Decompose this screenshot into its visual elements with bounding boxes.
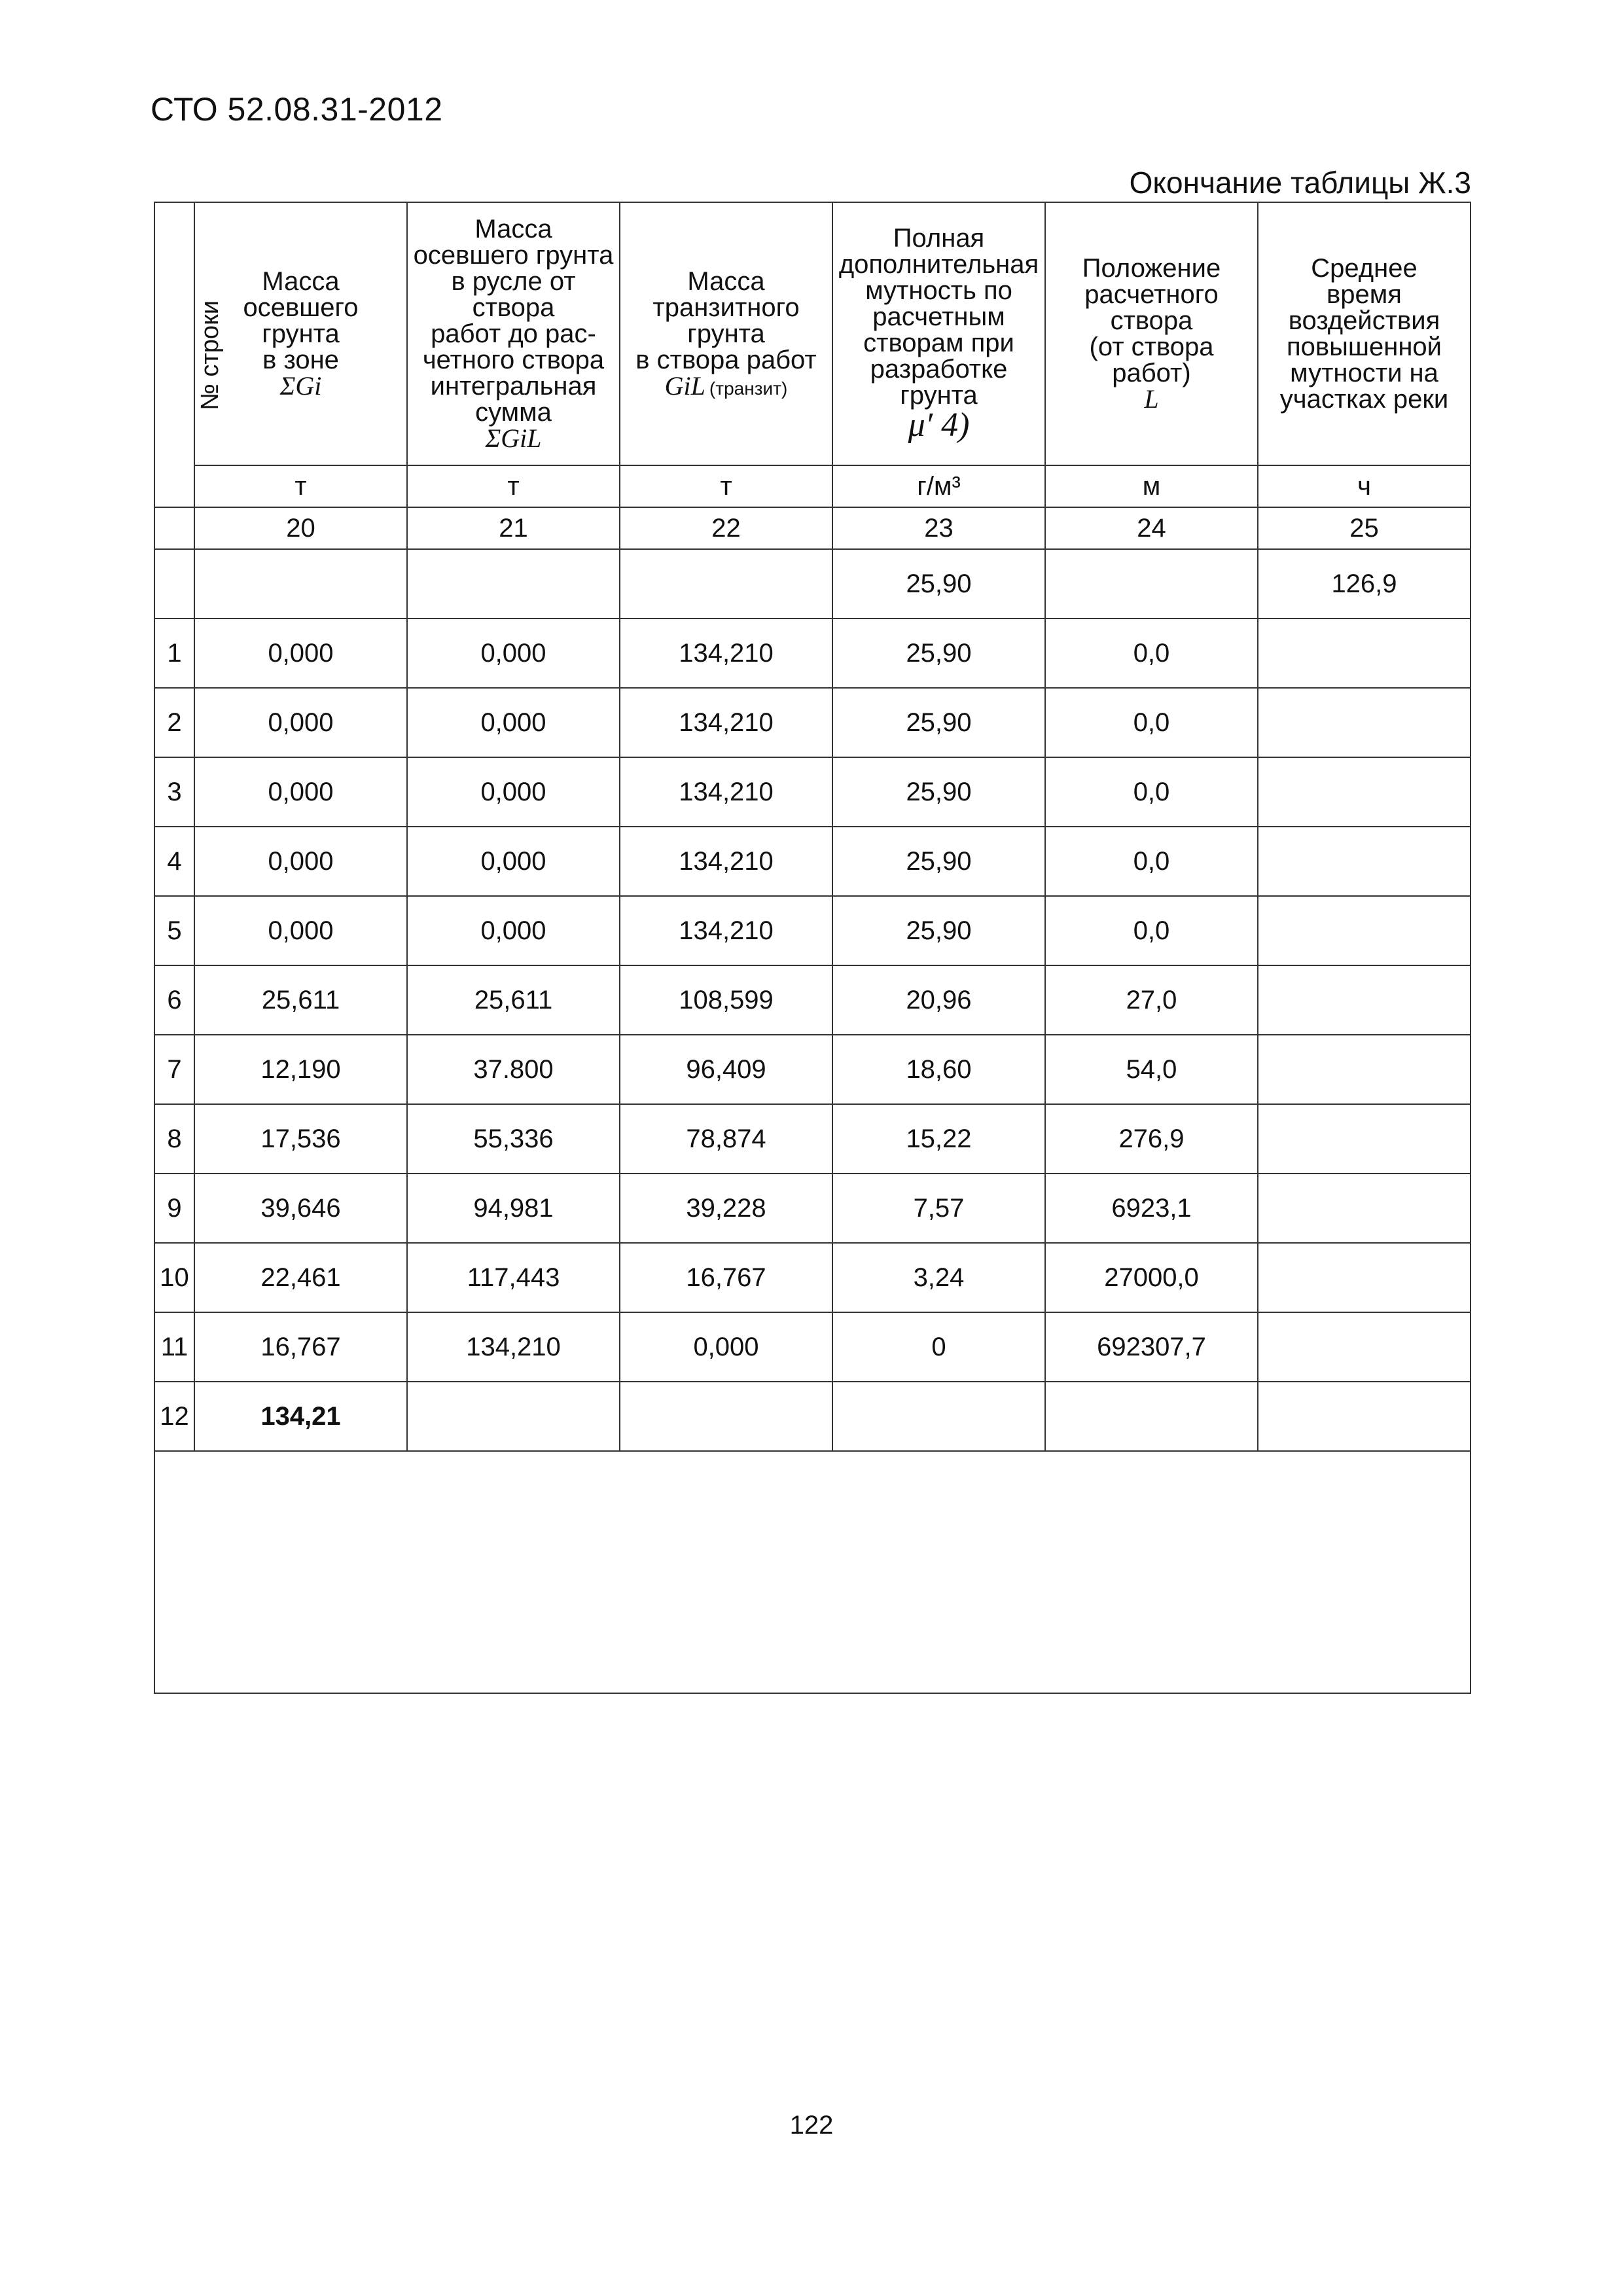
- table-cell: 0,0: [1045, 757, 1258, 827]
- table-cell: [1258, 1243, 1471, 1312]
- table-cell: 134,210: [620, 688, 832, 757]
- column-header-line: Полная: [893, 224, 985, 253]
- table-cell: 25,90: [832, 549, 1045, 619]
- column-header-line: створам при: [863, 329, 1014, 357]
- table-cell: 16,767: [194, 1312, 407, 1382]
- table-cell: 22,461: [194, 1243, 407, 1312]
- unit-cell: ч: [1258, 465, 1471, 507]
- column-header-line: воздействия: [1288, 306, 1440, 335]
- column-header-line: работ до рас-: [431, 319, 596, 348]
- column-symbol-text: μ′ 4): [908, 406, 970, 444]
- column-header-line: осевшего грунта: [413, 241, 614, 270]
- column-header-line: расчетного: [1084, 280, 1219, 309]
- row-number-cell: 10: [154, 1243, 194, 1312]
- table-cell: 27,0: [1045, 965, 1258, 1035]
- table-row: [154, 619, 1471, 688]
- column-header-line: Положение: [1082, 254, 1221, 283]
- column-header: [620, 202, 832, 465]
- table-row: [154, 1104, 1471, 1174]
- table-cell: 94,981: [407, 1174, 620, 1243]
- row-number-cell: 5: [154, 896, 194, 965]
- column-header-line: повышенной: [1286, 332, 1442, 361]
- column-number-cell: 23: [832, 507, 1045, 549]
- column-header-line: осевшего: [243, 293, 359, 322]
- table-cell: 96,409: [620, 1035, 832, 1104]
- document-code: СТО 52.08.31-2012: [151, 91, 443, 128]
- table-cell: 25,611: [194, 965, 407, 1035]
- table-cell: 16,767: [620, 1243, 832, 1312]
- table-cell: 7,57: [832, 1174, 1045, 1243]
- table-cell: 0,0: [1045, 619, 1258, 688]
- column-header-line: четного створа: [422, 346, 605, 374]
- row-number-header: [154, 202, 224, 507]
- table-cell: 108,599: [620, 965, 832, 1035]
- table-cell: [1045, 1382, 1258, 1451]
- row-number-cell: 2: [154, 688, 194, 757]
- table-cell: 0,000: [194, 757, 407, 827]
- table-cell: [1258, 1382, 1471, 1451]
- table-row: [154, 965, 1471, 1035]
- table-row: [154, 757, 1471, 827]
- column-header-line: Масса: [262, 267, 340, 296]
- column-header-line: мутность по: [865, 276, 1012, 305]
- table-cell: 15,22: [832, 1104, 1045, 1174]
- table-cell: 126,9: [1258, 549, 1471, 619]
- table-cell: [407, 1382, 620, 1451]
- column-header-line: мутности на: [1290, 359, 1438, 387]
- column-header-line: в зоне: [262, 346, 339, 374]
- column-header-line: разработке: [870, 355, 1008, 384]
- table-cell: [620, 1382, 832, 1451]
- column-symbol-text: ΣGi: [279, 371, 322, 401]
- table-cell: 0,000: [194, 619, 407, 688]
- column-header-line: Масса: [687, 267, 765, 296]
- table-cell: 0,000: [407, 757, 620, 827]
- table-cell: 55,336: [407, 1104, 620, 1174]
- table-row: [154, 1243, 1471, 1312]
- column-number-cell: 22: [620, 507, 832, 549]
- table-cell: 117,443: [407, 1243, 620, 1312]
- column-number-cell: 21: [407, 507, 620, 549]
- table-cell: 54,0: [1045, 1035, 1258, 1104]
- row-number-cell: 1: [154, 619, 194, 688]
- table-cell: 134,21: [194, 1382, 407, 1451]
- column-symbol-text: ΣGiL: [485, 423, 542, 453]
- table-cell: 0,000: [407, 896, 620, 965]
- row-number-cell: 7: [154, 1035, 194, 1104]
- table-cell: [1258, 965, 1471, 1035]
- table-cell: [1258, 1104, 1471, 1174]
- table-cell: [407, 549, 620, 619]
- table-cell: [1258, 1035, 1471, 1104]
- table-cell: [1258, 896, 1471, 965]
- column-header-line: расчетным: [872, 302, 1005, 331]
- table-caption: Окончание таблицы Ж.3: [1129, 166, 1471, 200]
- column-header: [1258, 202, 1471, 465]
- column-symbol-text: L: [1144, 384, 1159, 414]
- column-header-line: (от створа: [1089, 332, 1214, 361]
- column-header-line: грунта: [687, 319, 765, 348]
- row-number-cell: [154, 549, 194, 619]
- table-cell: 134,210: [407, 1312, 620, 1382]
- table-cell: 25,90: [832, 619, 1045, 688]
- table-cell: 0,000: [194, 827, 407, 896]
- table-row: [154, 1035, 1471, 1104]
- table-row: [154, 827, 1471, 896]
- column-header-line: работ): [1112, 359, 1191, 387]
- column-header-line: грунта: [262, 319, 340, 348]
- row-number-cell: 4: [154, 827, 194, 896]
- table-row: [154, 1174, 1471, 1243]
- column-header-line: створа: [1110, 306, 1193, 335]
- table-cell: 692307,7: [1045, 1312, 1258, 1382]
- table-cell: 276,9: [1045, 1104, 1258, 1174]
- column-header: [1045, 202, 1258, 465]
- column-symbol: [408, 425, 619, 452]
- table-cell: [1258, 1174, 1471, 1243]
- table-header-row: [154, 202, 1471, 465]
- table-cell: [1258, 619, 1471, 688]
- table-cell: 12,190: [194, 1035, 407, 1104]
- unit-cell: т: [194, 465, 407, 507]
- table-cell: 20,96: [832, 965, 1045, 1035]
- unit-cell: г/м³: [832, 465, 1045, 507]
- table-row: [154, 1312, 1471, 1382]
- unit-cell: т: [407, 465, 620, 507]
- table-cell: [1045, 549, 1258, 619]
- table-cell: 37.800: [407, 1035, 620, 1104]
- table-cell: 0,000: [194, 896, 407, 965]
- column-number-cell: 25: [1258, 507, 1471, 549]
- row-number-cell: 12: [154, 1382, 194, 1451]
- data-table: [154, 202, 1471, 1694]
- column-header-line: интегральная: [430, 372, 597, 401]
- table-cell: 0,000: [407, 827, 620, 896]
- column-number-cell: 24: [1045, 507, 1258, 549]
- unit-cell: т: [620, 465, 832, 507]
- column-header-line: транзитного: [652, 293, 800, 322]
- table-cell: 134,210: [620, 619, 832, 688]
- table-cell: 134,210: [620, 757, 832, 827]
- table-cell: 0,0: [1045, 827, 1258, 896]
- table-cell: 17,536: [194, 1104, 407, 1174]
- column-number-cell: [154, 507, 194, 549]
- table-cell: [194, 549, 407, 619]
- column-header-line: в створа работ: [635, 346, 817, 374]
- table-cell: 0,000: [407, 688, 620, 757]
- table-cell: [620, 549, 832, 619]
- row-number-cell: 11: [154, 1312, 194, 1382]
- units-row: [154, 465, 1471, 507]
- table-cell: [1258, 688, 1471, 757]
- column-header-line: дополнительная: [838, 250, 1039, 279]
- column-symbol: [833, 408, 1044, 442]
- table-cell: 25,611: [407, 965, 620, 1035]
- table-cell: 0: [832, 1312, 1045, 1382]
- table-cell: 27000,0: [1045, 1243, 1258, 1312]
- row-number-cell: 8: [154, 1104, 194, 1174]
- table-cell: 0,000: [620, 1312, 832, 1382]
- column-symbol: [620, 373, 832, 399]
- table-cell: 18,60: [832, 1035, 1045, 1104]
- column-header-line: Масса: [474, 215, 552, 243]
- column-header-line: время: [1327, 280, 1402, 309]
- table-cell: 0,000: [407, 619, 620, 688]
- table-cell: [1258, 757, 1471, 827]
- column-header-line: в русле от створа: [451, 267, 576, 322]
- column-header: [832, 202, 1045, 465]
- table-footer-blank: [154, 1451, 1471, 1693]
- column-header-line: участках реки: [1279, 385, 1449, 414]
- unit-cell: м: [1045, 465, 1258, 507]
- column-header: [407, 202, 620, 465]
- table-cell: 134,210: [620, 827, 832, 896]
- column-symbol-text: GiL: [664, 371, 705, 401]
- column-number-cell: 20: [194, 507, 407, 549]
- row-number-cell: 6: [154, 965, 194, 1035]
- column-numbers-row: [154, 507, 1471, 549]
- table-cell: 78,874: [620, 1104, 832, 1174]
- table-row: [154, 688, 1471, 757]
- table-cell: [1258, 827, 1471, 896]
- column-symbol-suffix: (транзит): [709, 378, 788, 399]
- column-header-line: сумма: [475, 398, 552, 427]
- table-cell: 39,228: [620, 1174, 832, 1243]
- table-cell: 6923,1: [1045, 1174, 1258, 1243]
- column-header-line: Среднее: [1311, 254, 1418, 283]
- table-cell: [1258, 1312, 1471, 1382]
- row-number-cell: 9: [154, 1174, 194, 1243]
- page-number: 122: [789, 2111, 834, 2140]
- table-cell: 134,210: [620, 896, 832, 965]
- column-header: [194, 202, 407, 465]
- table-row: [154, 1382, 1471, 1451]
- row-number-header-label: № строки: [196, 300, 224, 410]
- table-cell: 25,90: [832, 688, 1045, 757]
- column-symbol: [1046, 386, 1257, 412]
- table-cell: 25,90: [832, 757, 1045, 827]
- table-cell: [832, 1382, 1045, 1451]
- table-footer-blank-cell: [154, 1451, 1471, 1693]
- table-row: [154, 896, 1471, 965]
- table-cell: 0,0: [1045, 688, 1258, 757]
- table-cell: 25,90: [832, 827, 1045, 896]
- table-cell: 0,0: [1045, 896, 1258, 965]
- column-symbol: [195, 373, 406, 399]
- table-cell: 0,000: [194, 688, 407, 757]
- table-cell: 39,646: [194, 1174, 407, 1243]
- row-number-cell: 3: [154, 757, 194, 827]
- table-cell: 25,90: [832, 896, 1045, 965]
- table-cell: 3,24: [832, 1243, 1045, 1312]
- summary-row: [154, 549, 1471, 619]
- column-header-line: грунта: [900, 381, 978, 410]
